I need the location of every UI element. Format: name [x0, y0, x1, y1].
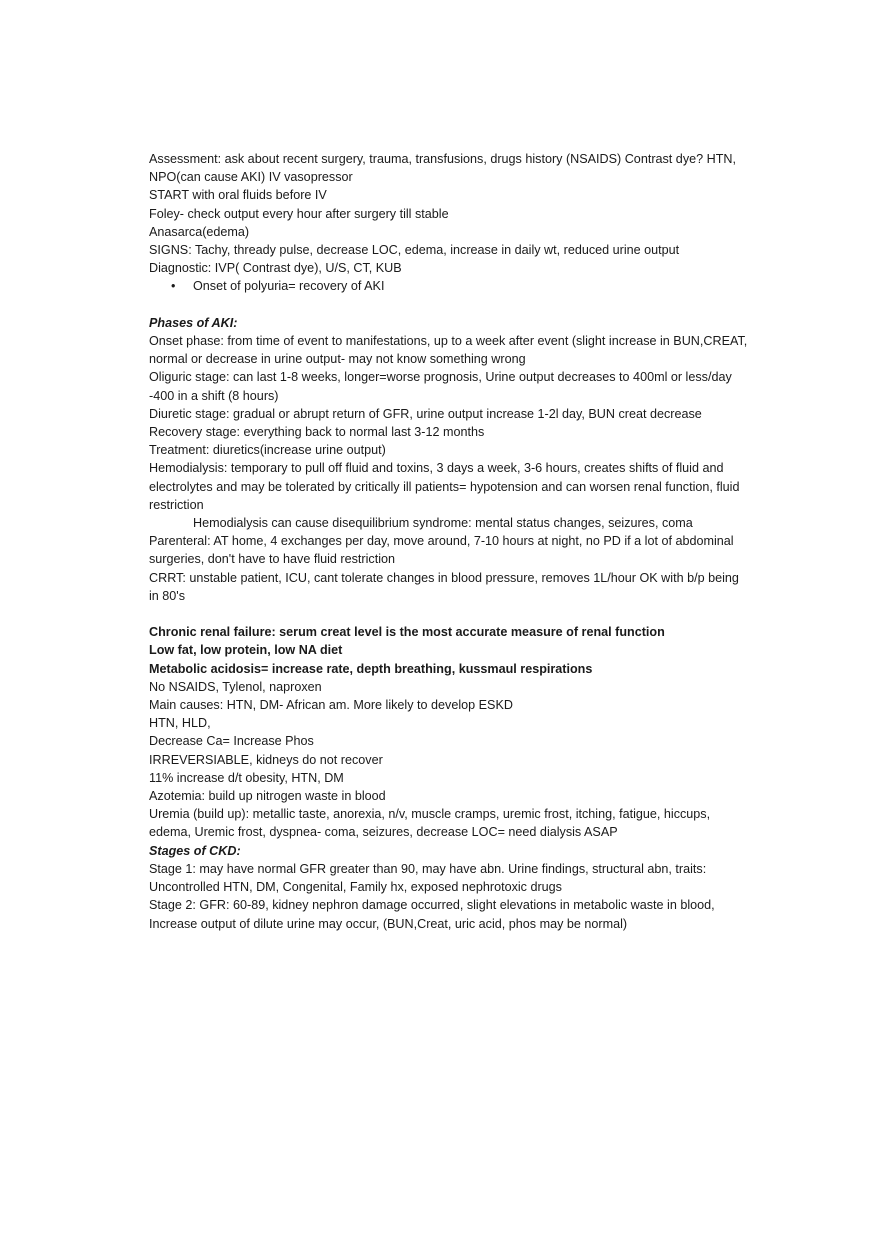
- start-oral-text: START with oral fluids before IV: [149, 188, 327, 203]
- treatment-text: Treatment: diuretics(increase urine output): [149, 443, 386, 458]
- phases-heading: Phases of AKI:: [149, 315, 238, 330]
- parenteral-text: Parenteral: AT home, 4 exchanges per day, move around, 7-10 hours at night, no PD if a lot of abdominal surgeries, don't have to have fluid restriction: [149, 534, 734, 567]
- main-causes-text: Main causes: HTN, DM- African am. More likely to develop ESKD: [149, 698, 513, 713]
- increase-text: 11% increase d/t obesity, HTN, DM: [149, 770, 344, 785]
- crrt-text: CRRT: unstable patient, ICU, cant tolerate changes in blood pressure, removes 1L/hour OK with b/p being in 80's: [149, 570, 739, 603]
- bullet-list-item: [149, 277, 749, 295]
- stage2-text: Stage 2: GFR: 60-89, kidney nephron damage occurred, slight elevations in metabolic waste in blood, Increase output of dilute urine may occur, (BUN,Creat, uric acid, phos may be normal): [149, 898, 715, 931]
- ckd-heading: Chronic renal failure: serum creat level is the most accurate measure of renal function: [149, 625, 665, 640]
- azotemia-text: Azotemia: build up nitrogen waste in blood: [149, 789, 386, 804]
- ca-phos-text: Decrease Ca= Increase Phos: [149, 734, 314, 749]
- oliguric-stage-text: Oliguric stage: can last 1-8 weeks, longer=worse prognosis, Urine output decreases to 400ml or less/day -400 in a shift (8 hours): [149, 370, 732, 403]
- hemodialysis-text: Hemodialysis: temporary to pull off fluid and toxins, 3 days a week, 3-6 hours, creates shifts of fluid and electrolytes and may be tolerated by critically ill patients= hypotension and can worsen renal function, fluid restriction: [149, 461, 740, 512]
- diet-text: Low fat, low protein, low NA diet: [149, 643, 343, 658]
- polyuria-text: Onset of polyuria= recovery of AKI: [193, 279, 385, 294]
- hemodialysis-note-text: Hemodialysis can cause disequilibrium syndrome: mental status changes, seizures, coma: [193, 516, 693, 531]
- irreversible-text: IRREVERSIABLE, kidneys do not recover: [149, 752, 383, 767]
- bullet-icon: •: [171, 279, 176, 294]
- recovery-stage-text: Recovery stage: everything back to normal last 3-12 months: [149, 425, 485, 440]
- spacer: [149, 605, 749, 623]
- no-nsaids-text: No NSAIDS, Tylenol, naproxen: [149, 679, 322, 694]
- uremia-text: Uremia (build up): metallic taste, anorexia, n/v, muscle cramps, uremic frost, itching, fatigue, hiccups, edema, Uremic frost, dyspnea- coma, seizures, decrease LOC= need dialysis ASAP: [149, 807, 711, 840]
- anasarca-text: Anasarca(edema): [149, 224, 250, 239]
- acidosis-text: Metabolic acidosis= increase rate, depth breathing, kussmaul respirations: [149, 661, 593, 676]
- spacer: [149, 296, 749, 314]
- document-page: [149, 150, 749, 933]
- htn-hld-text: HTN, HLD,: [149, 716, 211, 731]
- onset-phase-text: Onset phase: from time of event to manifestations, up to a week after event (slight increase in BUN,CREAT, normal or decrease in urine output- may not know something wrong: [149, 334, 748, 367]
- diuretic-stage-text: Diuretic stage: gradual or abrupt return of GFR, urine output increase 1-2l day, BUN creat decrease: [149, 406, 702, 421]
- stages-heading: Stages of CKD:: [149, 843, 241, 858]
- signs-text: SIGNS: Tachy, thready pulse, decrease LOC, edema, increase in daily wt, reduced urine output: [149, 243, 680, 258]
- assessment-text: Assessment: ask about recent surgery, trauma, transfusions, drugs history (NSAIDS) Contrast dye? HTN, NPO(can cause AKI) IV vasopressor: [149, 152, 736, 185]
- stage1-text: Stage 1: may have normal GFR greater than 90, may have abn. Urine findings, structural abn, traits: Uncontrolled HTN, DM, Congenital, Family hx, exposed nephrotoxic drugs: [149, 861, 707, 895]
- diagnostic-text: Diagnostic: IVP( Contrast dye), U/S, CT, KUB: [149, 261, 402, 276]
- foley-text: Foley- check output every hour after surgery till stable: [149, 206, 449, 221]
